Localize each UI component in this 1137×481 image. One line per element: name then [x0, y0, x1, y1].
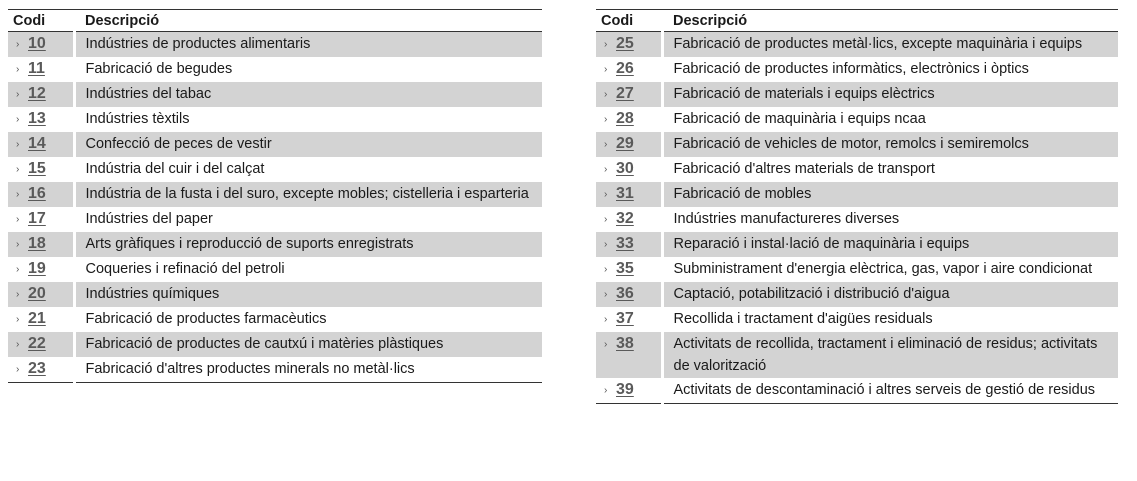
chevron-right-icon: › — [604, 385, 608, 396]
description-cell: Recollida i tractament d'aigües residuals — [662, 307, 1118, 332]
code-cell — [8, 132, 74, 157]
table-row — [8, 332, 542, 357]
table-row — [596, 378, 1118, 404]
code-cell — [596, 82, 662, 107]
table-row — [596, 107, 1118, 132]
code-cell — [596, 157, 662, 182]
code-link[interactable]: 20 — [28, 285, 46, 302]
activity-code-table-left — [8, 9, 542, 383]
chevron-right-icon: › — [16, 264, 20, 275]
code-link[interactable]: 23 — [28, 360, 46, 377]
description-cell: Fabricació de maquinària i equips ncaa — [662, 107, 1118, 132]
table-row — [8, 357, 542, 383]
chevron-right-icon: › — [604, 189, 608, 200]
table-row — [8, 257, 542, 282]
code-link[interactable]: 11 — [28, 60, 45, 77]
description-cell: Indústries tèxtils — [74, 107, 542, 132]
description-cell: Activitats de descontaminació i altres serveis de gestió de residus — [662, 378, 1118, 404]
description-cell: Fabricació de materials i equips elèctrics — [662, 82, 1118, 107]
chevron-right-icon: › — [16, 314, 20, 325]
code-link[interactable]: 22 — [28, 335, 46, 352]
chevron-right-icon: › — [16, 164, 20, 175]
column-header-code: Codi — [596, 10, 662, 32]
code-cell — [8, 82, 74, 107]
chevron-right-icon: › — [604, 139, 608, 150]
code-link[interactable]: 16 — [28, 185, 46, 202]
code-cell — [596, 32, 662, 58]
chevron-right-icon: › — [16, 189, 20, 200]
code-cell — [596, 207, 662, 232]
code-cell — [596, 182, 662, 207]
chevron-right-icon: › — [604, 239, 608, 250]
description-cell: Fabricació de begudes — [74, 57, 542, 82]
code-link[interactable]: 25 — [616, 35, 634, 52]
table-row — [8, 232, 542, 257]
code-link[interactable]: 18 — [28, 235, 46, 252]
table-row — [8, 307, 542, 332]
description-cell: Indústria de la fusta i del suro, excepte mobles; cistelleria i esparteria — [74, 182, 542, 207]
code-cell — [596, 107, 662, 132]
code-link[interactable]: 32 — [616, 210, 634, 227]
code-cell — [596, 232, 662, 257]
description-cell: Indústria del cuir i del calçat — [74, 157, 542, 182]
code-link[interactable]: 36 — [616, 285, 634, 302]
code-cell — [8, 207, 74, 232]
table-row — [596, 332, 1118, 378]
chevron-right-icon: › — [16, 289, 20, 300]
description-cell: Coqueries i refinació del petroli — [74, 257, 542, 282]
code-link[interactable]: 14 — [28, 135, 46, 152]
description-cell: Indústries químiques — [74, 282, 542, 307]
description-cell: Fabricació d'altres materials de transport — [662, 157, 1118, 182]
code-cell — [8, 107, 74, 132]
code-cell — [8, 357, 74, 383]
table-row — [8, 82, 542, 107]
code-cell — [8, 57, 74, 82]
chevron-right-icon: › — [16, 239, 20, 250]
table-row — [596, 282, 1118, 307]
description-cell: Fabricació de productes farmacèutics — [74, 307, 542, 332]
code-cell — [596, 132, 662, 157]
table-row — [8, 182, 542, 207]
table-row — [8, 207, 542, 232]
description-cell: Indústries del paper — [74, 207, 542, 232]
code-link[interactable]: 33 — [616, 235, 634, 252]
table-row — [8, 32, 542, 58]
code-link[interactable]: 35 — [616, 260, 634, 277]
description-cell: Indústries del tabac — [74, 82, 542, 107]
chevron-right-icon: › — [604, 39, 608, 50]
description-cell: Indústries manufactureres diverses — [662, 207, 1118, 232]
description-cell: Fabricació de mobles — [662, 182, 1118, 207]
description-cell: Fabricació de productes de cautxú i matèries plàstiques — [74, 332, 542, 357]
description-cell: Fabricació d'altres productes minerals no metàl·lics — [74, 357, 542, 383]
description-cell: Captació, potabilització i distribució d'aigua — [662, 282, 1118, 307]
code-cell — [8, 32, 74, 58]
code-cell — [8, 307, 74, 332]
table-row — [596, 257, 1118, 282]
code-cell — [8, 232, 74, 257]
chevron-right-icon: › — [604, 339, 608, 350]
code-link[interactable]: 13 — [28, 110, 46, 127]
code-cell — [8, 257, 74, 282]
code-link[interactable]: 31 — [616, 185, 634, 202]
code-link[interactable]: 38 — [616, 335, 634, 352]
chevron-right-icon: › — [604, 64, 608, 75]
chevron-right-icon: › — [604, 289, 608, 300]
code-cell — [596, 57, 662, 82]
column-header-description: Descripció — [662, 10, 1118, 32]
chevron-right-icon: › — [16, 139, 20, 150]
code-link[interactable]: 29 — [616, 135, 634, 152]
column-header-description: Descripció — [74, 10, 542, 32]
chevron-right-icon: › — [16, 214, 20, 225]
table-row — [596, 32, 1118, 58]
table-row — [596, 182, 1118, 207]
description-cell: Arts gràfiques i reproducció de suports enregistrats — [74, 232, 542, 257]
table-row — [596, 307, 1118, 332]
description-cell: Fabricació de productes informàtics, electrònics i òptics — [662, 57, 1118, 82]
code-link[interactable]: 27 — [616, 85, 634, 102]
code-link[interactable]: 21 — [28, 310, 46, 327]
chevron-right-icon: › — [604, 264, 608, 275]
code-link[interactable]: 10 — [28, 35, 46, 52]
description-cell: Indústries de productes alimentaris — [74, 32, 542, 58]
code-link[interactable]: 19 — [28, 260, 46, 277]
chevron-right-icon: › — [604, 164, 608, 175]
code-cell — [596, 378, 662, 404]
code-link[interactable]: 37 — [616, 310, 634, 327]
code-cell — [596, 307, 662, 332]
code-link[interactable]: 39 — [616, 381, 634, 398]
table-header-row — [8, 10, 542, 32]
chevron-right-icon: › — [604, 214, 608, 225]
description-cell: Subministrament d'energia elèctrica, gas, vapor i aire condicionat — [662, 257, 1118, 282]
chevron-right-icon: › — [16, 39, 20, 50]
table-row — [596, 157, 1118, 182]
chevron-right-icon: › — [16, 339, 20, 350]
table-row — [596, 57, 1118, 82]
table-header-row — [596, 10, 1118, 32]
column-header-code: Codi — [8, 10, 74, 32]
table-row — [596, 132, 1118, 157]
code-cell — [596, 332, 662, 378]
code-cell — [8, 332, 74, 357]
table-row — [8, 157, 542, 182]
table-body-left — [8, 32, 542, 383]
code-cell — [8, 182, 74, 207]
chevron-right-icon: › — [16, 114, 20, 125]
table-row — [8, 57, 542, 82]
code-cell — [596, 282, 662, 307]
description-cell: Activitats de recollida, tractament i eliminació de residus; activitats de valorització — [662, 332, 1118, 378]
chevron-right-icon: › — [16, 364, 20, 375]
chevron-right-icon: › — [604, 314, 608, 325]
table-row — [596, 232, 1118, 257]
code-link[interactable]: 15 — [28, 160, 46, 177]
table-row — [8, 132, 542, 157]
table-row — [8, 282, 542, 307]
code-link[interactable]: 12 — [28, 85, 46, 102]
description-cell: Fabricació de vehicles de motor, remolcs i semiremolcs — [662, 132, 1118, 157]
code-link[interactable]: 30 — [616, 160, 634, 177]
table-row — [596, 207, 1118, 232]
code-cell — [8, 157, 74, 182]
table-row — [8, 107, 542, 132]
chevron-right-icon: › — [16, 64, 20, 75]
chevron-right-icon: › — [604, 89, 608, 100]
code-link[interactable]: 26 — [616, 60, 634, 77]
description-cell: Confecció de peces de vestir — [74, 132, 542, 157]
code-link[interactable]: 17 — [28, 210, 46, 227]
table-row — [596, 82, 1118, 107]
code-link[interactable]: 28 — [616, 110, 634, 127]
code-cell — [8, 282, 74, 307]
description-cell: Reparació i instal·lació de maquinària i equips — [662, 232, 1118, 257]
code-cell — [596, 257, 662, 282]
description-cell: Fabricació de productes metàl·lics, excepte maquinària i equips — [662, 32, 1118, 58]
table-body-right — [596, 32, 1118, 404]
activity-code-table-right — [596, 9, 1118, 404]
chevron-right-icon: › — [604, 114, 608, 125]
chevron-right-icon: › — [16, 89, 20, 100]
